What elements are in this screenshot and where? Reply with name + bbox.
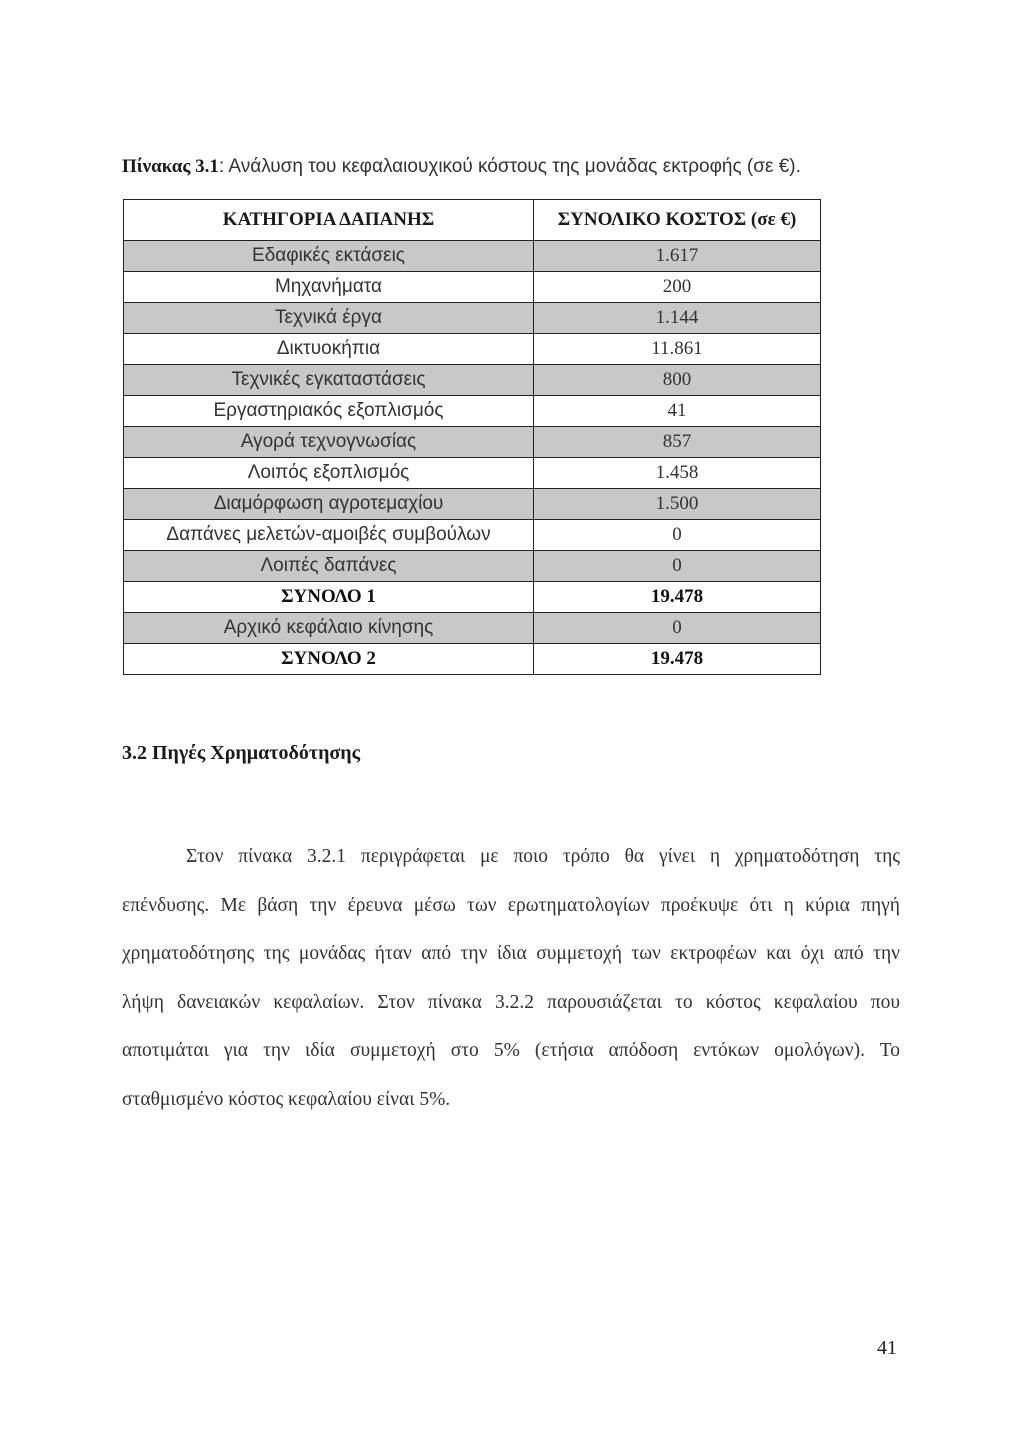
- cell-category: Μηχανήματα: [124, 272, 534, 303]
- page-number: 41: [877, 1337, 897, 1359]
- cell-category: Διαμόρφωση αγροτεμαχίου: [124, 489, 534, 520]
- cell-cost: 0: [534, 520, 821, 551]
- cell-category: Εργαστηριακός εξοπλισμός: [124, 396, 534, 427]
- header-category: ΚΑΤΗΓΟΡΙΑ ΔΑΠΑΝΗΣ: [124, 200, 534, 241]
- cell-cost: 857: [534, 427, 821, 458]
- table-row: [124, 613, 821, 644]
- cell-cost: 19.478: [534, 644, 821, 675]
- cell-cost: 1.617: [534, 241, 821, 272]
- table-row: [124, 427, 821, 458]
- cell-cost: 1.458: [534, 458, 821, 489]
- table-row: [124, 644, 821, 675]
- table-header-row: [124, 200, 821, 241]
- cell-cost: 0: [534, 613, 821, 644]
- cell-cost: 800: [534, 365, 821, 396]
- cell-category: Τεχνικά έργα: [124, 303, 534, 334]
- cell-category: Αγορά τεχνογνωσίας: [124, 427, 534, 458]
- paragraph-line: λήψη δανειακών κεφαλαίων. Στον πίνακα 3.2.2 παρουσιάζεται το κόστος κεφαλαίου που: [122, 991, 900, 1013]
- cell-category: ΣΥΝΟΛΟ 1: [124, 582, 534, 613]
- caption-text: : Ανάλυση του κεφαλαιουχικού κόστους της μονάδας εκτροφής (σε €).: [218, 156, 801, 177]
- table-body: [124, 241, 821, 675]
- cell-cost: 11.861: [534, 334, 821, 365]
- paragraph-line: σταθμισμένο κόστος κεφαλαίου είναι 5%.: [122, 1088, 451, 1110]
- table-row: [124, 582, 821, 613]
- paragraph-line: επένδυσης. Με βάση την έρευνα μέσω των ερωτηματολογίων προέκυψε ότι η κύρια πηγή: [122, 894, 900, 916]
- cell-category: ΣΥΝΟΛΟ 2: [124, 644, 534, 675]
- table-row: [124, 551, 821, 582]
- paragraph-line: Στον πίνακα 3.2.1 περιγράφεται με ποιο τρόπο θα γίνει η χρηματοδότηση της: [186, 846, 900, 867]
- table-row: [124, 365, 821, 396]
- cell-cost: 19.478: [534, 582, 821, 613]
- cell-category: Δαπάνες μελετών-αμοιβές συμβούλων: [124, 520, 534, 551]
- paragraph-line: αποτιμάται για την ιδία συμμετοχή στο 5% (ετήσια απόδοση εντόκων ομολόγων). Το: [122, 1040, 900, 1062]
- table-row: [124, 396, 821, 427]
- cell-cost: 0: [534, 551, 821, 582]
- cell-category: Λοιπός εξοπλισμός: [124, 458, 534, 489]
- capital-cost-table: [123, 199, 821, 675]
- caption-label: Πίνακας 3.1: [122, 156, 219, 177]
- section-heading: 3.2 Πηγές Χρηματοδότησης: [122, 742, 361, 764]
- table-row: [124, 458, 821, 489]
- table-row: [124, 520, 821, 551]
- table-row: [124, 241, 821, 272]
- cell-cost: 41: [534, 396, 821, 427]
- cell-category: Τεχνικές εγκαταστάσεις: [124, 365, 534, 396]
- header-total-cost: ΣΥΝΟΛΙΚΟ ΚΟΣΤΟΣ (σε €): [534, 200, 821, 241]
- table-row: [124, 489, 821, 520]
- table-row: [124, 272, 821, 303]
- cell-category: Λοιπές δαπάνες: [124, 551, 534, 582]
- cell-category: Δικτυοκήπια: [124, 334, 534, 365]
- cell-cost: 1.500: [534, 489, 821, 520]
- body-paragraph: [122, 833, 900, 1125]
- table-row: [124, 303, 821, 334]
- cell-category: Αρχικό κεφάλαιο κίνησης: [124, 613, 534, 644]
- cell-cost: 1.144: [534, 303, 821, 334]
- paragraph-line: χρηματοδότησης της μονάδας ήταν από την ίδια συμμετοχή των εκτροφέων και όχι από την: [122, 943, 900, 965]
- cell-cost: 200: [534, 272, 821, 303]
- cell-category: Εδαφικές εκτάσεις: [124, 241, 534, 272]
- table-caption: [122, 156, 801, 178]
- table-row: [124, 334, 821, 365]
